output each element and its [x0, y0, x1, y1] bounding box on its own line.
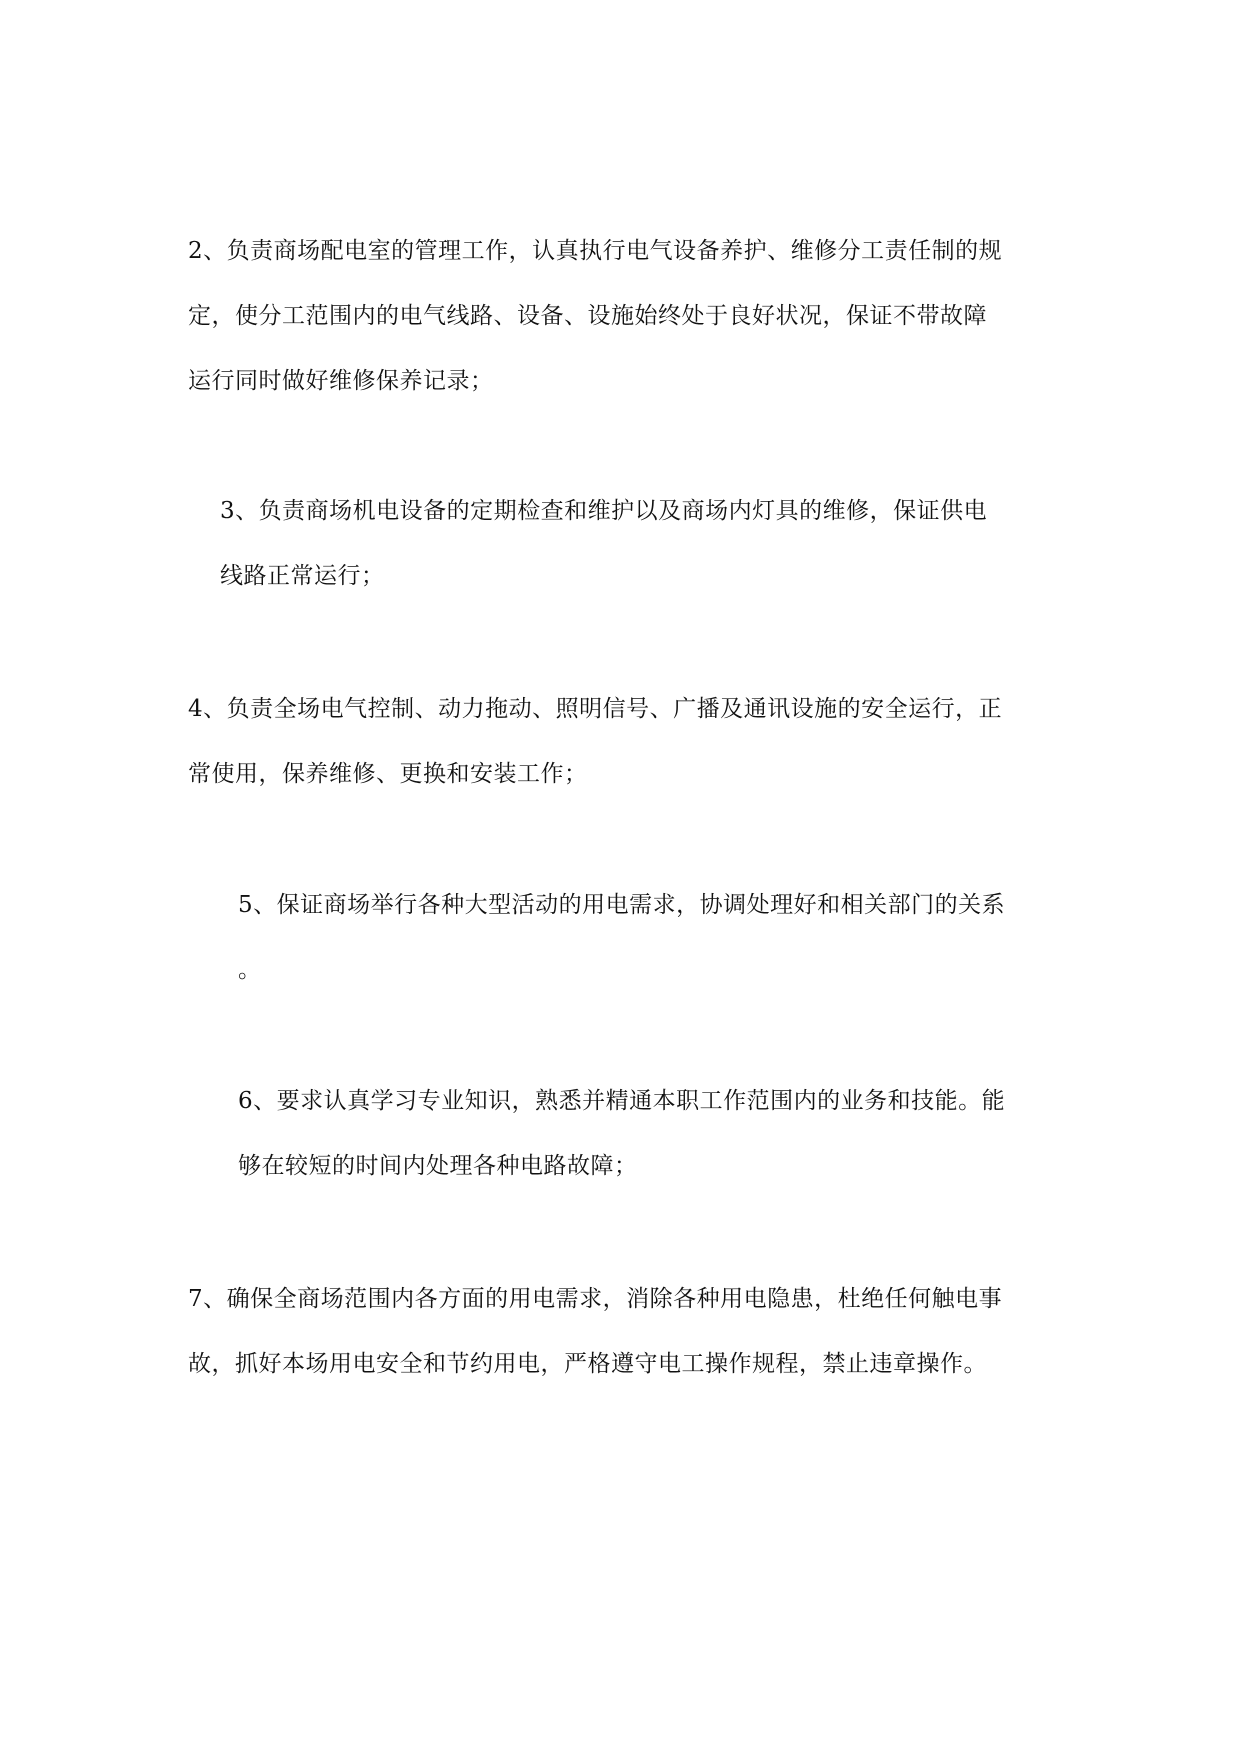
paragraph-item-5 [238, 873, 1005, 1003]
paragraph-line: 5、保证商场举行各种大型活动的用电需求，协调处理好和相关部门的关系 [238, 892, 1006, 918]
paragraph-item-3 [220, 479, 987, 609]
paragraph-item-4 [188, 677, 1002, 807]
paragraph-line: 7、确保全商场范围内各方面的用电需求，消除各种用电隐患，杜绝任何触电事 [188, 1286, 1003, 1312]
paragraph-line: 运行同时做好维修保养记录； [188, 368, 494, 394]
paragraph-line: 常使用，保养维修、更换和安装工作； [188, 761, 588, 787]
paragraph-line: 4、负责全场电气控制、动力拖动、照明信号、广播及通讯设施的安全运行，正 [188, 696, 1003, 722]
paragraph-line: 2、负责商场配电室的管理工作，认真执行电气设备养护、维修分工责任制的规 [188, 238, 1003, 264]
paragraph-line: 故，抓好本场用电安全和节约用电，严格遵守电工操作规程，禁止违章操作。 [188, 1351, 987, 1377]
paragraph-item-6 [238, 1069, 1005, 1199]
paragraph-line: 。 [238, 957, 262, 983]
paragraph-line: 6、要求认真学习专业知识，熟悉并精通本职工作范围内的业务和技能。能 [238, 1088, 1006, 1114]
paragraph-line: 够在较短的时间内处理各种电路故障； [238, 1153, 638, 1179]
paragraph-item-7 [188, 1267, 1002, 1397]
paragraph-item-2 [188, 219, 1002, 414]
paragraph-line: 3、负责商场机电设备的定期检查和维护以及商场内灯具的维修，保证供电 [220, 498, 988, 524]
paragraph-line: 定，使分工范围内的电气线路、设备、设施始终处于良好状况，保证不带故障 [188, 303, 987, 329]
paragraph-line: 线路正常运行； [220, 563, 385, 589]
